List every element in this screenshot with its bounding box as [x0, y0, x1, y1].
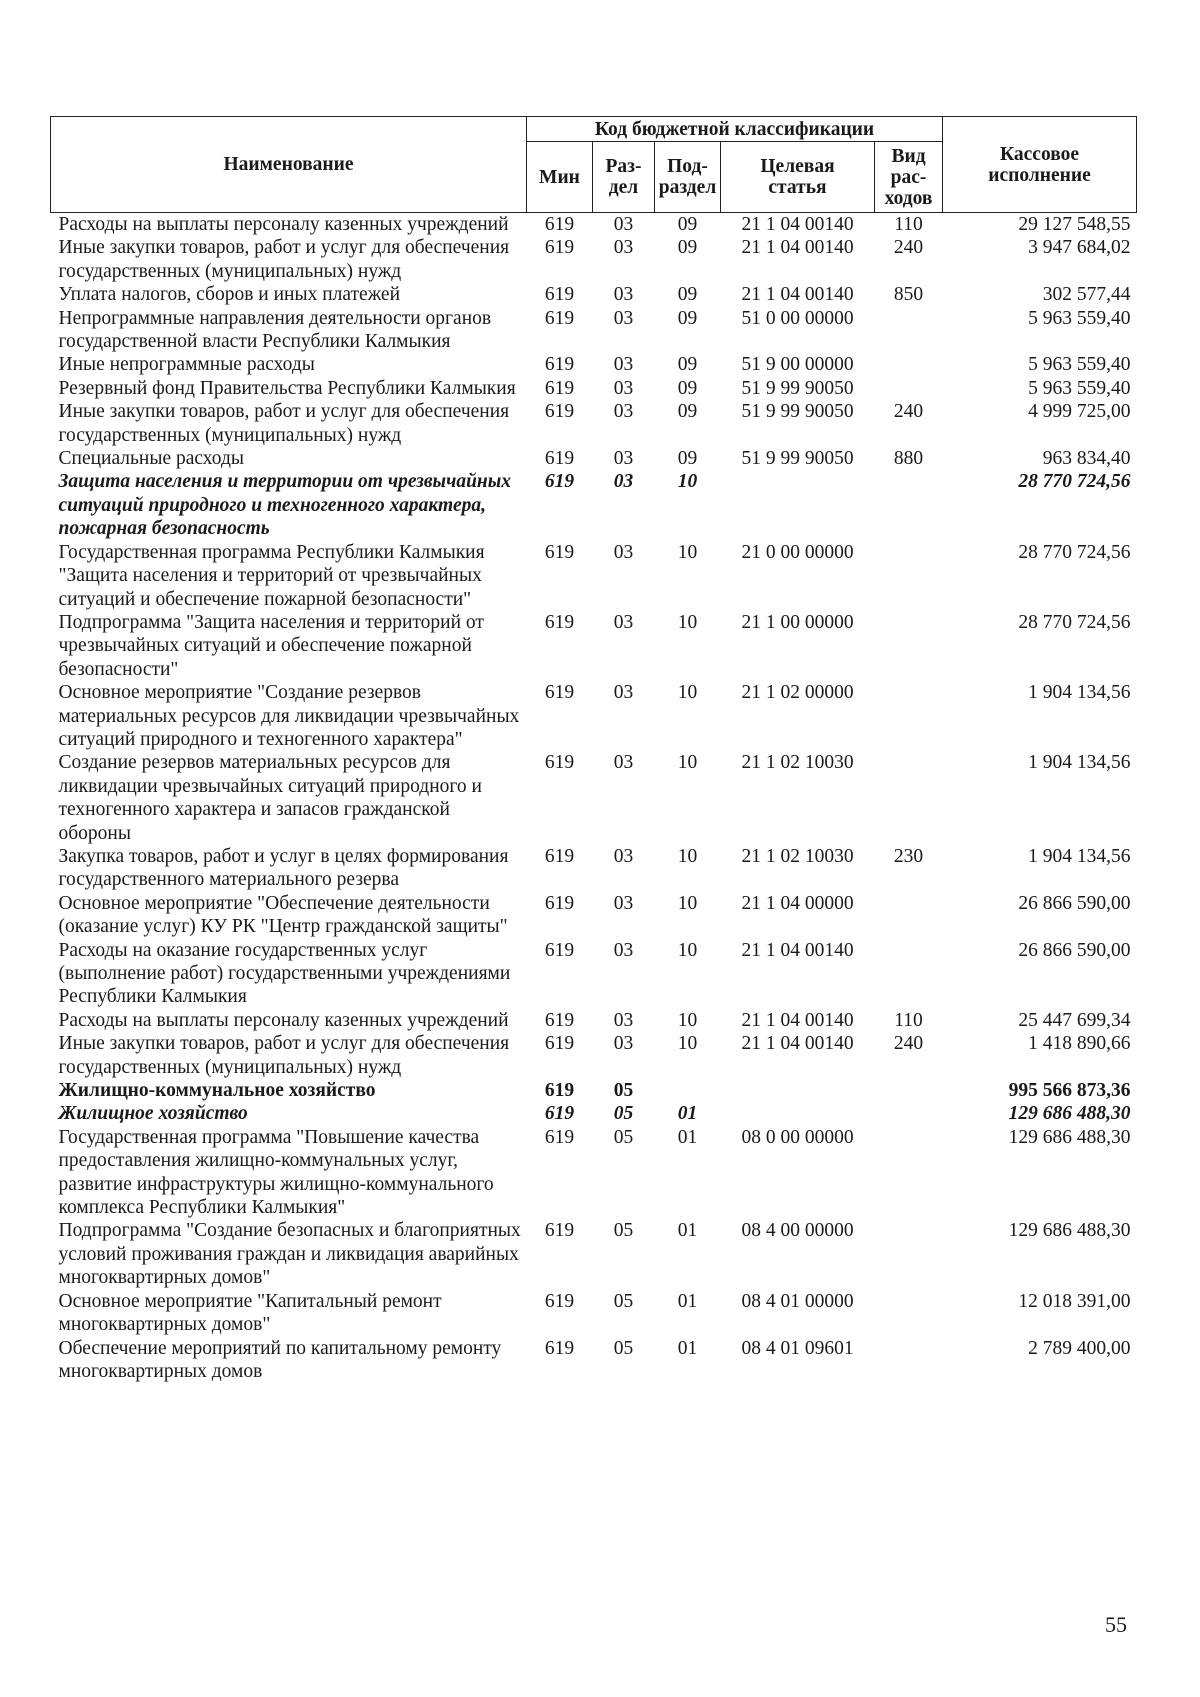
- cell-podrazdel: 09: [677, 401, 698, 423]
- cell-celevaya: [721, 1079, 875, 1102]
- cell-razdel: 03: [613, 611, 634, 633]
- cell-name: Защита населения и территории от чрезвычайных ситуаций природного и техногенного характера, пожарная безопасность: [58, 471, 512, 540]
- cell-celevaya: 51 9 99 90050: [741, 401, 854, 423]
- cell-name: Жилищное хозяйство: [58, 1103, 248, 1125]
- cell-celevaya: 51 9 00 00000: [741, 354, 854, 376]
- cell-celevaya: 08 4 01 09601: [741, 1337, 854, 1359]
- cell-min: 619: [544, 1033, 575, 1055]
- cell-podrazdel: 10: [677, 1009, 698, 1031]
- cell-razdel: 03: [613, 752, 634, 774]
- cell-min: 619: [544, 471, 575, 493]
- cell-vid: [875, 939, 943, 1009]
- cell-vid: [875, 353, 943, 376]
- cell-kassovoe: 1 418 890,66: [1028, 1033, 1131, 1055]
- header-kassovoe: Кассовое исполнение: [943, 117, 1137, 213]
- cell-razdel: 03: [613, 892, 634, 914]
- cell-razdel: 03: [613, 541, 634, 563]
- cell-celevaya: 21 1 02 10030: [741, 845, 854, 867]
- cell-vid: [875, 1079, 943, 1102]
- cell-razdel: 03: [613, 939, 634, 961]
- cell-razdel: 05: [613, 1220, 634, 1242]
- cell-kassovoe: 2 789 400,00: [1028, 1337, 1131, 1359]
- table-row: [51, 213, 1137, 237]
- cell-podrazdel: 10: [677, 471, 698, 493]
- cell-kassovoe: 5 963 559,40: [1028, 377, 1131, 399]
- cell-celevaya: 21 1 04 00140: [741, 237, 854, 259]
- cell-podrazdel: 10: [677, 845, 698, 867]
- cell-kassovoe: 5 963 559,40: [1028, 354, 1131, 376]
- cell-vid: [875, 541, 943, 611]
- cell-name: Закупка товаров, работ и услуг в целях формирования государственного материального резерва: [58, 845, 509, 891]
- cell-name: Иные закупки товаров, работ и услуг для обеспечения государственных (муниципальных) нужд: [58, 237, 510, 282]
- table-row: [51, 1126, 1137, 1220]
- header-name: Наименование: [51, 117, 527, 213]
- cell-podrazdel: 10: [677, 752, 698, 774]
- cell-min: 619: [544, 541, 575, 563]
- cell-razdel: 03: [613, 1033, 634, 1055]
- header-celevaya: Целевая статья: [721, 142, 875, 213]
- page-number: 55: [1105, 1612, 1127, 1637]
- cell-celevaya: 21 1 04 00140: [741, 1033, 854, 1055]
- table-row: [51, 283, 1137, 306]
- cell-podrazdel: 01: [677, 1337, 698, 1359]
- cell-min: 619: [544, 237, 575, 259]
- cell-name: Расходы на выплаты персоналу казенных учреждений: [58, 214, 509, 235]
- cell-celevaya: [721, 470, 875, 540]
- table-row: [51, 470, 1137, 540]
- cell-celevaya: 21 1 02 00000: [741, 682, 854, 704]
- table-row: [51, 681, 1137, 751]
- cell-vid: [875, 470, 943, 540]
- header-podrazdel: Под- раздел: [655, 142, 721, 213]
- header-vid: Вид рас- ходов: [875, 142, 943, 213]
- cell-razdel: 03: [613, 448, 634, 470]
- cell-celevaya: 51 0 00 00000: [741, 307, 854, 329]
- cell-celevaya: 21 1 04 00140: [741, 939, 854, 961]
- cell-kassovoe: 29 127 548,55: [1018, 214, 1131, 235]
- table-row: [51, 1079, 1137, 1102]
- cell-name: Основное мероприятие "Создание резервов материальных ресурсов для ликвидации чрезвычайных ситуаций природного и техногенного характера": [58, 682, 520, 750]
- cell-celevaya: 08 0 00 00000: [741, 1126, 854, 1148]
- cell-celevaya: 21 1 00 00000: [741, 611, 854, 633]
- cell-vid: [875, 1126, 943, 1220]
- cell-razdel: 03: [613, 237, 634, 259]
- cell-kassovoe: 129 686 488,30: [1008, 1103, 1131, 1125]
- cell-podrazdel: 09: [677, 214, 698, 235]
- cell-celevaya: 08 4 01 00000: [741, 1290, 854, 1312]
- cell-name: Обеспечение мероприятий по капитальному ремонту многоквартирных домов: [58, 1337, 502, 1382]
- header-min: Мин: [527, 142, 593, 213]
- cell-razdel: 05: [613, 1103, 634, 1125]
- cell-min: 619: [544, 401, 575, 423]
- cell-podrazdel: [655, 1079, 721, 1102]
- table-row: [51, 892, 1137, 939]
- cell-vid: 240: [893, 237, 924, 259]
- cell-podrazdel: 09: [677, 354, 698, 376]
- cell-min: 619: [544, 448, 575, 470]
- cell-name: Специальные расходы: [58, 448, 245, 470]
- cell-kassovoe: 1 904 134,56: [1028, 845, 1131, 867]
- cell-name: Создание резервов материальных ресурсов для ликвидации чрезвычайных ситуаций природного и техногенного характера и запасов гражданской обороны: [58, 752, 482, 844]
- cell-min: 619: [544, 1126, 575, 1148]
- cell-razdel: 05: [613, 1337, 634, 1359]
- cell-razdel: 05: [613, 1126, 634, 1148]
- cell-razdel: 03: [613, 471, 634, 493]
- table-body: [51, 213, 1137, 1384]
- cell-vid: 240: [893, 1033, 924, 1055]
- cell-razdel: 03: [613, 284, 634, 306]
- budget-sheet: [50, 116, 1136, 1383]
- cell-vid: 230: [893, 845, 924, 867]
- cell-razdel: 05: [613, 1290, 634, 1312]
- cell-min: 619: [544, 752, 575, 774]
- cell-name: Основное мероприятие "Обеспечение деятельности (оказание услуг) КУ РК "Центр гражданской защиты": [58, 892, 508, 938]
- cell-min: 619: [544, 1009, 575, 1031]
- cell-kassovoe: 28 770 724,56: [1018, 471, 1131, 493]
- cell-vid: [875, 307, 943, 354]
- cell-vid: 880: [893, 448, 924, 470]
- cell-vid: [875, 892, 943, 939]
- cell-min: 619: [544, 1337, 575, 1359]
- cell-podrazdel: 09: [677, 284, 698, 306]
- cell-kassovoe: 5 963 559,40: [1028, 307, 1131, 329]
- cell-celevaya: 21 1 04 00140: [741, 1009, 854, 1031]
- cell-podrazdel: 01: [677, 1103, 698, 1125]
- table-row: [51, 845, 1137, 892]
- table-row: [51, 751, 1137, 845]
- cell-name: Государственная программа "Повышение качества предоставления жилищно-коммунальных услуг, развитие инфраструктуры жилищно-коммунального комплекса Республики Калмыкия": [58, 1126, 494, 1219]
- cell-min: 619: [544, 682, 575, 704]
- cell-name: Жилищно-коммунальное хозяйство: [58, 1080, 376, 1102]
- cell-min: 619: [544, 1103, 575, 1125]
- cell-razdel: 03: [613, 377, 634, 399]
- cell-min: 619: [544, 1290, 575, 1312]
- cell-kassovoe: 302 577,44: [1042, 284, 1131, 306]
- cell-name: Подпрограмма "Создание безопасных и благоприятных условий проживания граждан и ликвидация аварийных многоквартирных домов": [58, 1220, 521, 1289]
- cell-name: Иные непрограммные расходы: [58, 354, 315, 376]
- cell-vid: 850: [893, 284, 924, 306]
- cell-vid: [875, 1219, 943, 1289]
- table-row: [51, 447, 1137, 470]
- table-row: [51, 1290, 1137, 1337]
- cell-name: Иные закупки товаров, работ и услуг для обеспечения государственных (муниципальных) нужд: [58, 1033, 510, 1078]
- cell-kassovoe: 129 686 488,30: [1008, 1126, 1131, 1148]
- cell-name: Резервный фонд Правительства Республики Калмыкия: [58, 377, 516, 399]
- cell-podrazdel: 10: [677, 682, 698, 704]
- cell-vid: [875, 377, 943, 400]
- table-row: [51, 400, 1137, 447]
- cell-min: 619: [544, 307, 575, 329]
- cell-podrazdel: 01: [677, 1220, 698, 1242]
- cell-razdel: 05: [613, 1080, 634, 1102]
- cell-celevaya: 21 1 02 10030: [741, 752, 854, 774]
- cell-vid: [875, 681, 943, 751]
- cell-name: Расходы на выплаты персоналу казенных учреждений: [58, 1009, 509, 1031]
- cell-celevaya: 08 4 00 00000: [741, 1220, 854, 1242]
- cell-min: 619: [544, 214, 575, 235]
- cell-podrazdel: 10: [677, 611, 698, 633]
- cell-razdel: 03: [613, 682, 634, 704]
- cell-name: Непрограммные направления деятельности органов государственной власти Республики Калмыкия: [58, 307, 492, 353]
- cell-podrazdel: 10: [677, 541, 698, 563]
- cell-podrazdel: 10: [677, 892, 698, 914]
- cell-kassovoe: 4 999 725,00: [1028, 401, 1131, 423]
- cell-min: 619: [544, 892, 575, 914]
- cell-name: Расходы на оказание государственных услуг (выполнение работ) государственными учреждениями Республики Калмыкия: [58, 939, 511, 1008]
- cell-celevaya: 51 9 99 90050: [741, 377, 854, 399]
- table-row: [51, 1032, 1137, 1079]
- cell-celevaya: 21 0 00 00000: [741, 541, 854, 563]
- table-row: [51, 939, 1137, 1009]
- table-row: [51, 1102, 1137, 1125]
- table-row: [51, 1009, 1137, 1032]
- cell-vid: 110: [894, 1009, 923, 1031]
- table-row: [51, 353, 1137, 376]
- cell-kassovoe: 28 770 724,56: [1018, 541, 1131, 563]
- table-row: [51, 1337, 1137, 1384]
- table-row: [51, 611, 1137, 681]
- cell-vid: [875, 751, 943, 845]
- cell-min: 619: [544, 939, 575, 961]
- cell-celevaya: 21 1 04 00140: [741, 214, 854, 235]
- cell-vid: [875, 611, 943, 681]
- cell-razdel: 03: [613, 845, 634, 867]
- cell-podrazdel: 09: [677, 448, 698, 470]
- table-row: [51, 307, 1137, 354]
- table-row: [51, 541, 1137, 611]
- cell-kassovoe: 3 947 684,02: [1028, 237, 1131, 259]
- cell-name: Иные закупки товаров, работ и услуг для обеспечения государственных (муниципальных) нужд: [58, 401, 510, 446]
- cell-name: Уплата налогов, сборов и иных платежей: [58, 284, 401, 306]
- cell-vid: [875, 1290, 943, 1337]
- cell-celevaya: 21 1 04 00000: [741, 892, 854, 914]
- cell-celevaya: [721, 1102, 875, 1125]
- table-row: [51, 1219, 1137, 1289]
- cell-vid: [875, 1337, 943, 1384]
- cell-min: 619: [544, 1080, 575, 1102]
- cell-kassovoe: 1 904 134,56: [1028, 752, 1131, 774]
- header-razdel: Раз- дел: [593, 142, 655, 213]
- table-row: [51, 377, 1137, 400]
- cell-kassovoe: 995 566 873,36: [1008, 1080, 1131, 1102]
- cell-kassovoe: 26 866 590,00: [1018, 939, 1131, 961]
- cell-min: 619: [544, 377, 575, 399]
- cell-celevaya: 21 1 04 00140: [741, 284, 854, 306]
- cell-vid: 240: [893, 401, 924, 423]
- cell-min: 619: [544, 284, 575, 306]
- cell-podrazdel: 09: [677, 307, 698, 329]
- cell-podrazdel: 01: [677, 1290, 698, 1312]
- cell-min: 619: [544, 1220, 575, 1242]
- table-header: [51, 117, 1137, 213]
- cell-razdel: 03: [613, 354, 634, 376]
- cell-min: 619: [544, 845, 575, 867]
- cell-podrazdel: 09: [677, 377, 698, 399]
- cell-kassovoe: 129 686 488,30: [1008, 1220, 1131, 1242]
- cell-name: Основное мероприятие "Капитальный ремонт многоквартирных домов": [58, 1290, 442, 1336]
- cell-razdel: 03: [613, 214, 634, 235]
- cell-kassovoe: 963 834,40: [1042, 448, 1131, 470]
- cell-min: 619: [544, 354, 575, 376]
- cell-kassovoe: 25 447 699,34: [1018, 1009, 1131, 1031]
- budget-table: [50, 116, 1137, 1383]
- cell-name: Подпрограмма "Защита населения и территорий от чрезвычайных ситуаций и обеспечение пожарной безопасности": [58, 611, 484, 680]
- cell-min: 619: [544, 611, 575, 633]
- cell-kassovoe: 1 904 134,56: [1028, 682, 1131, 704]
- cell-vid: [875, 1102, 943, 1125]
- cell-celevaya: 51 9 99 90050: [741, 448, 854, 470]
- cell-razdel: 03: [613, 1009, 634, 1031]
- cell-name: Государственная программа Республики Калмыкия "Защита населения и территорий от чрезвычайных ситуаций и обеспечение пожарной безопасности": [58, 541, 485, 610]
- cell-kassovoe: 12 018 391,00: [1018, 1290, 1131, 1312]
- cell-razdel: 03: [613, 307, 634, 329]
- cell-razdel: 03: [613, 401, 634, 423]
- header-code-group: Код бюджетной классификации: [527, 117, 943, 142]
- cell-podrazdel: 01: [677, 1126, 698, 1148]
- cell-podrazdel: 10: [677, 1033, 698, 1055]
- cell-vid: 110: [894, 214, 923, 235]
- cell-kassovoe: 26 866 590,00: [1018, 892, 1131, 914]
- table-row: [51, 236, 1137, 283]
- cell-podrazdel: 09: [677, 237, 698, 259]
- cell-kassovoe: 28 770 724,56: [1018, 611, 1131, 633]
- cell-podrazdel: 10: [677, 939, 698, 961]
